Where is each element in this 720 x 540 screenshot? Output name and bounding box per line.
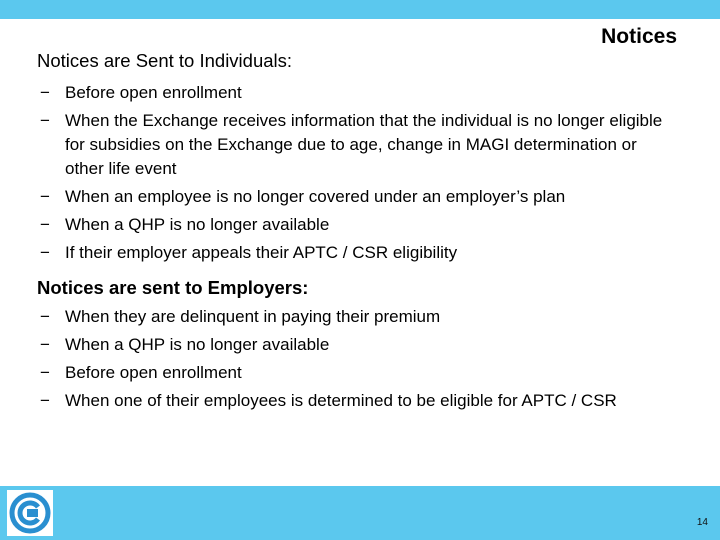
list-item: [40, 241, 680, 265]
list-item: [40, 213, 680, 237]
individuals-heading: Notices are Sent to Individuals:: [37, 50, 293, 71]
list-item: [40, 109, 680, 181]
list-item-text: When an employee is no longer covered under an employer’s plan: [65, 187, 566, 206]
bullet-dash: −: [40, 391, 50, 410]
list-item-text: When the Exchange receives information that the individual is no longer eligible for subsidies on the Exchange due to age, change in MAGI determination or other life event: [65, 111, 663, 178]
list-item-text: Before open enrollment: [65, 363, 242, 382]
list-item: [40, 185, 680, 209]
list-item: [40, 389, 680, 413]
bullet-dash: −: [40, 243, 50, 262]
list-item: [40, 305, 680, 329]
list-item-text: If their employer appeals their APTC / CSR eligibility: [65, 243, 458, 262]
bullet-dash: −: [40, 307, 50, 326]
bullet-dash: −: [40, 111, 50, 130]
bullet-dash: −: [40, 215, 50, 234]
bullet-dash: −: [40, 363, 50, 382]
list-item-text: When one of their employees is determined to be eligible for APTC / CSR: [65, 391, 617, 410]
list-item-text: When they are delinquent in paying their premium: [65, 307, 441, 326]
page-number: 14: [696, 517, 708, 528]
bullet-dash: −: [40, 335, 50, 354]
list-item: [40, 81, 680, 105]
slide-title: Notices: [601, 25, 677, 48]
bottom-accent-bar: [0, 486, 720, 540]
list-item-text: Before open enrollment: [65, 83, 242, 102]
top-accent-bar: [0, 0, 720, 19]
list-item-text: When a QHP is no longer available: [65, 335, 330, 354]
circular-c-logo-icon: [7, 490, 53, 536]
list-item: [40, 333, 680, 357]
individuals-list: [40, 81, 680, 269]
employers-heading: Notices are sent to Employers:: [37, 277, 309, 298]
employers-list: [40, 305, 680, 417]
bullet-dash: −: [40, 187, 50, 206]
bullet-dash: −: [40, 83, 50, 102]
list-item-text: When a QHP is no longer available: [65, 215, 330, 234]
list-item: [40, 361, 680, 385]
